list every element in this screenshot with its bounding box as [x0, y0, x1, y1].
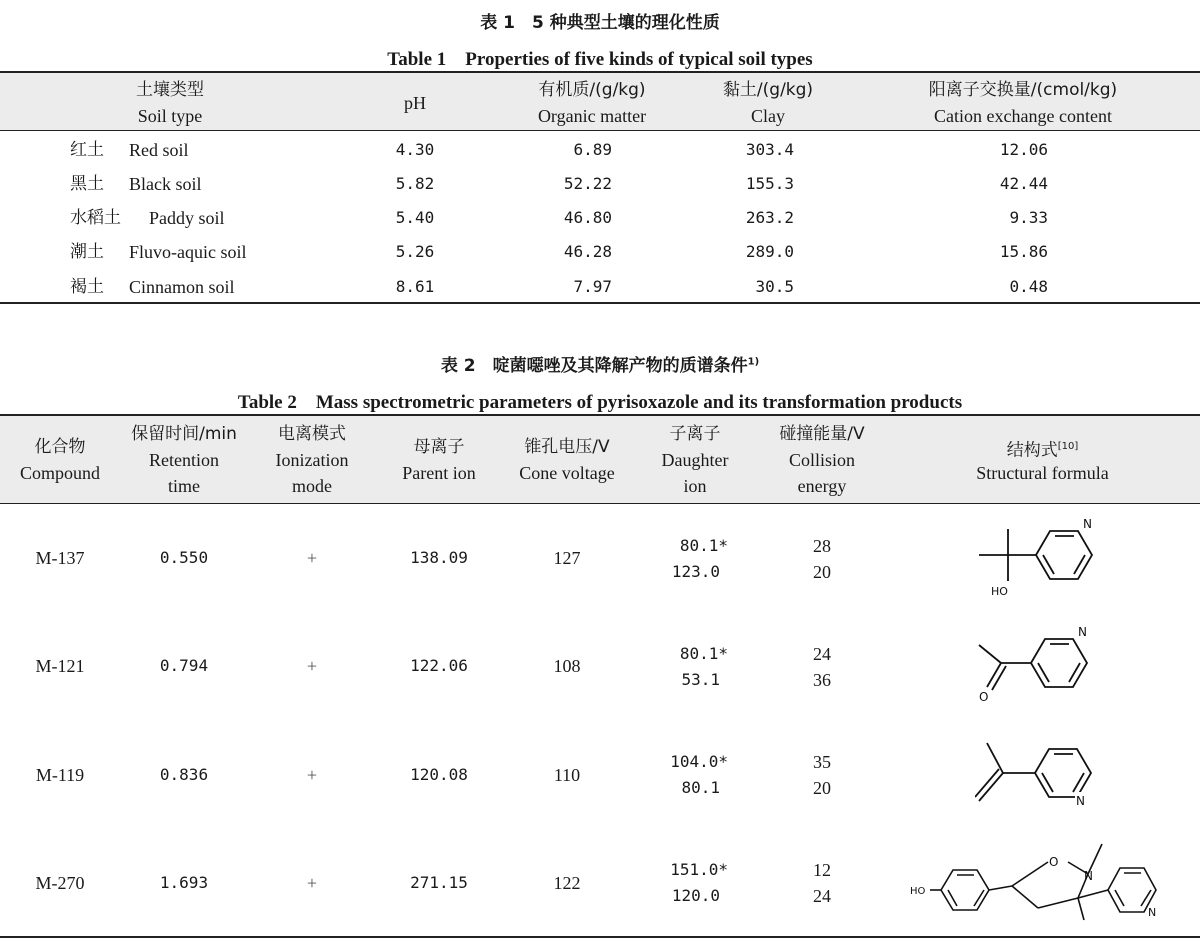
table2-top-rule [0, 414, 1200, 416]
t2-ionization-mode: + [306, 873, 318, 893]
t1-soil-en: Paddy soil [149, 208, 225, 228]
t2-daughter-ion-1: 104.0* [670, 752, 728, 771]
t1-om: 46.28 [563, 242, 612, 261]
t2-structure-m137 [975, 515, 1115, 600]
t2-header-rt-cn: 保留时间/min [131, 424, 237, 444]
t2-cone-voltage: 127 [553, 548, 581, 568]
t1-header-clay-cn: 黏土/(g/kg) [722, 80, 814, 100]
t2-header-parent-en: Parent ion [402, 463, 476, 483]
t2-header-parent-cn: 母离子 [413, 437, 465, 457]
hydroxyl-label: HO [910, 886, 926, 897]
t1-ph: 8.61 [395, 277, 435, 296]
t2-cone-voltage: 110 [553, 765, 581, 785]
t2-structure-m270 [908, 840, 1193, 930]
t2-retention-time: 1.693 [159, 873, 209, 892]
t2-compound: M-119 [35, 765, 85, 785]
t2-header-collision-cn: 碰撞能量/V [779, 424, 865, 444]
t1-clay: 289.0 [745, 242, 794, 261]
t2-collision-energy-2: 36 [813, 670, 831, 690]
t2-collision-energy-1: 35 [813, 752, 831, 772]
t1-soil-cn: 水稻土 [70, 208, 121, 228]
t2-header-structure-en: Structural formula [976, 463, 1109, 483]
t2-daughter-ion-2: 80.1 [681, 778, 720, 797]
t2-header-cone-cn: 锥孔电压/V [524, 437, 610, 457]
table2-caption-text: 表 2 啶菌噁唑及其降解产物的质谱条件 [440, 356, 748, 376]
t1-header-om-cn: 有机质/(g/kg) [538, 80, 646, 100]
t2-header-daughter-en2: ion [683, 476, 707, 496]
table2-bottom-rule [0, 936, 1200, 938]
t1-header-soil-cn: 土壤类型 [136, 80, 204, 100]
t2-cone-voltage: 122 [553, 873, 581, 893]
t2-parent-ion: 271.15 [410, 873, 468, 892]
t2-header-daughter-en1: Daughter [661, 450, 729, 470]
t1-soil-cn: 红土 [70, 140, 104, 160]
t2-daughter-ion-2: 120.0 [671, 886, 720, 905]
t1-ph: 5.82 [395, 174, 435, 193]
t2-parent-ion: 138.09 [410, 548, 468, 567]
nitrogen-atom-label: N [1083, 517, 1092, 531]
t1-om: 52.22 [563, 174, 612, 193]
t2-header-collision-en1: Collision [788, 450, 855, 470]
t2-header-structure-ref: [10] [1057, 441, 1079, 452]
t2-header-structure-text: 结构式 [1006, 440, 1058, 461]
t1-cec: 15.86 [999, 242, 1048, 261]
t2-header-mode-en1: Ionization [275, 450, 349, 470]
t2-parent-ion: 120.08 [410, 765, 468, 784]
hydroxyl-label: HO [991, 585, 1008, 598]
t2-compound: M-137 [35, 548, 85, 568]
t1-header-cec-cn: 阳离子交换量/(cmol/kg) [928, 80, 1118, 100]
t2-collision-energy-2: 20 [813, 778, 831, 798]
t2-ionization-mode: + [306, 548, 318, 568]
t1-cec: 42.44 [999, 174, 1048, 193]
table2-header-rule [0, 503, 1200, 504]
t1-clay: 263.2 [745, 208, 794, 227]
table2-caption-en: Table 2 Mass spectrometric parameters of pyrisoxazole and its transformation products [237, 392, 963, 413]
t2-daughter-ion-1: 151.0* [670, 860, 728, 879]
t1-cec: 0.48 [1009, 277, 1048, 296]
t1-om: 7.97 [573, 277, 612, 296]
t1-clay: 30.5 [755, 277, 794, 296]
t2-compound: M-270 [35, 873, 85, 893]
t1-soil-en: Red soil [129, 140, 189, 160]
t2-collision-energy-1: 12 [813, 860, 831, 880]
t2-retention-time: 0.794 [159, 656, 209, 675]
table1-header-rule [0, 130, 1200, 131]
t2-retention-time: 0.836 [159, 765, 209, 784]
t1-soil-en: Fluvo-aquic soil [129, 242, 247, 262]
t1-soil-cn: 褐土 [70, 277, 104, 297]
t2-header-collision-en2: energy [797, 476, 847, 496]
t1-soil-en: Cinnamon soil [129, 277, 235, 297]
t1-soil-cn: 潮土 [70, 242, 104, 262]
t2-retention-time: 0.550 [159, 548, 209, 567]
t1-ph: 4.30 [395, 140, 435, 159]
t2-cone-voltage: 108 [553, 656, 581, 676]
t2-header-rt-en2: time [168, 476, 200, 496]
t1-om: 46.80 [563, 208, 612, 227]
t2-header-compound-en: Compound [19, 463, 100, 483]
nitrogen-atom-label: N [1078, 625, 1087, 639]
t2-ionization-mode: + [306, 765, 318, 785]
t1-header-om-en: Organic matter [537, 106, 647, 126]
t2-header-mode-en2: mode [292, 476, 332, 496]
t1-om: 6.89 [573, 140, 612, 159]
nitrogen-atom-label: N [1084, 869, 1093, 883]
t1-soil-cn: 黑土 [70, 174, 104, 194]
t2-compound: M-121 [35, 656, 85, 676]
t2-collision-energy-2: 20 [813, 562, 831, 582]
t2-parent-ion: 122.06 [410, 656, 468, 675]
t2-daughter-ion-2: 123.0 [671, 562, 720, 581]
t1-ph: 5.40 [395, 208, 435, 227]
t2-collision-energy-1: 24 [813, 644, 831, 664]
t2-structure-m119 [975, 735, 1115, 820]
t2-header-compound-cn: 化合物 [34, 437, 86, 457]
table1-bottom-rule [0, 302, 1200, 304]
table1-caption-en: Table 1 Properties of five kinds of typical soil types [387, 49, 813, 70]
t1-ph: 5.26 [395, 242, 435, 261]
table2-caption-footnote-mark: 1) [747, 356, 760, 368]
table1-caption-cn: 表 1 5 种典型土壤的理化性质 [480, 13, 720, 33]
t2-header-rt-en1: Retention [149, 450, 219, 470]
t2-ionization-mode: + [306, 656, 318, 676]
t2-header-cone-en: Cone voltage [519, 463, 615, 483]
t2-daughter-ion-2: 53.1 [681, 670, 720, 689]
t1-header-clay-en: Clay [751, 106, 785, 126]
table1-top-rule [0, 71, 1200, 73]
t1-cec: 9.33 [1009, 208, 1048, 227]
t2-collision-energy-2: 24 [813, 886, 831, 906]
t2-daughter-ion-1: 80.1* [679, 644, 728, 663]
t1-header-soil-en: Soil type [137, 106, 203, 126]
t1-clay: 155.3 [745, 174, 794, 193]
t1-header-cec-en: Cation exchange content [934, 106, 1112, 126]
t1-header-ph: pH [404, 93, 426, 113]
t2-collision-energy-1: 28 [813, 536, 831, 556]
t2-daughter-ion-1: 80.1* [679, 536, 728, 555]
t1-cec: 12.06 [999, 140, 1048, 159]
nitrogen-atom-label: N [1076, 794, 1085, 808]
t2-header-mode-cn: 电离模式 [278, 424, 346, 444]
t1-soil-en: Black soil [129, 174, 202, 194]
oxygen-atom-label: O [979, 690, 989, 704]
pyridine-nitrogen-label: N [1148, 906, 1157, 919]
table2-caption-cn [0, 351, 1200, 376]
oxygen-atom-label: O [1049, 855, 1059, 869]
t1-clay: 303.4 [745, 140, 794, 159]
t2-header-daughter-cn: 子离子 [669, 424, 721, 444]
t2-structure-m121 [975, 623, 1115, 708]
